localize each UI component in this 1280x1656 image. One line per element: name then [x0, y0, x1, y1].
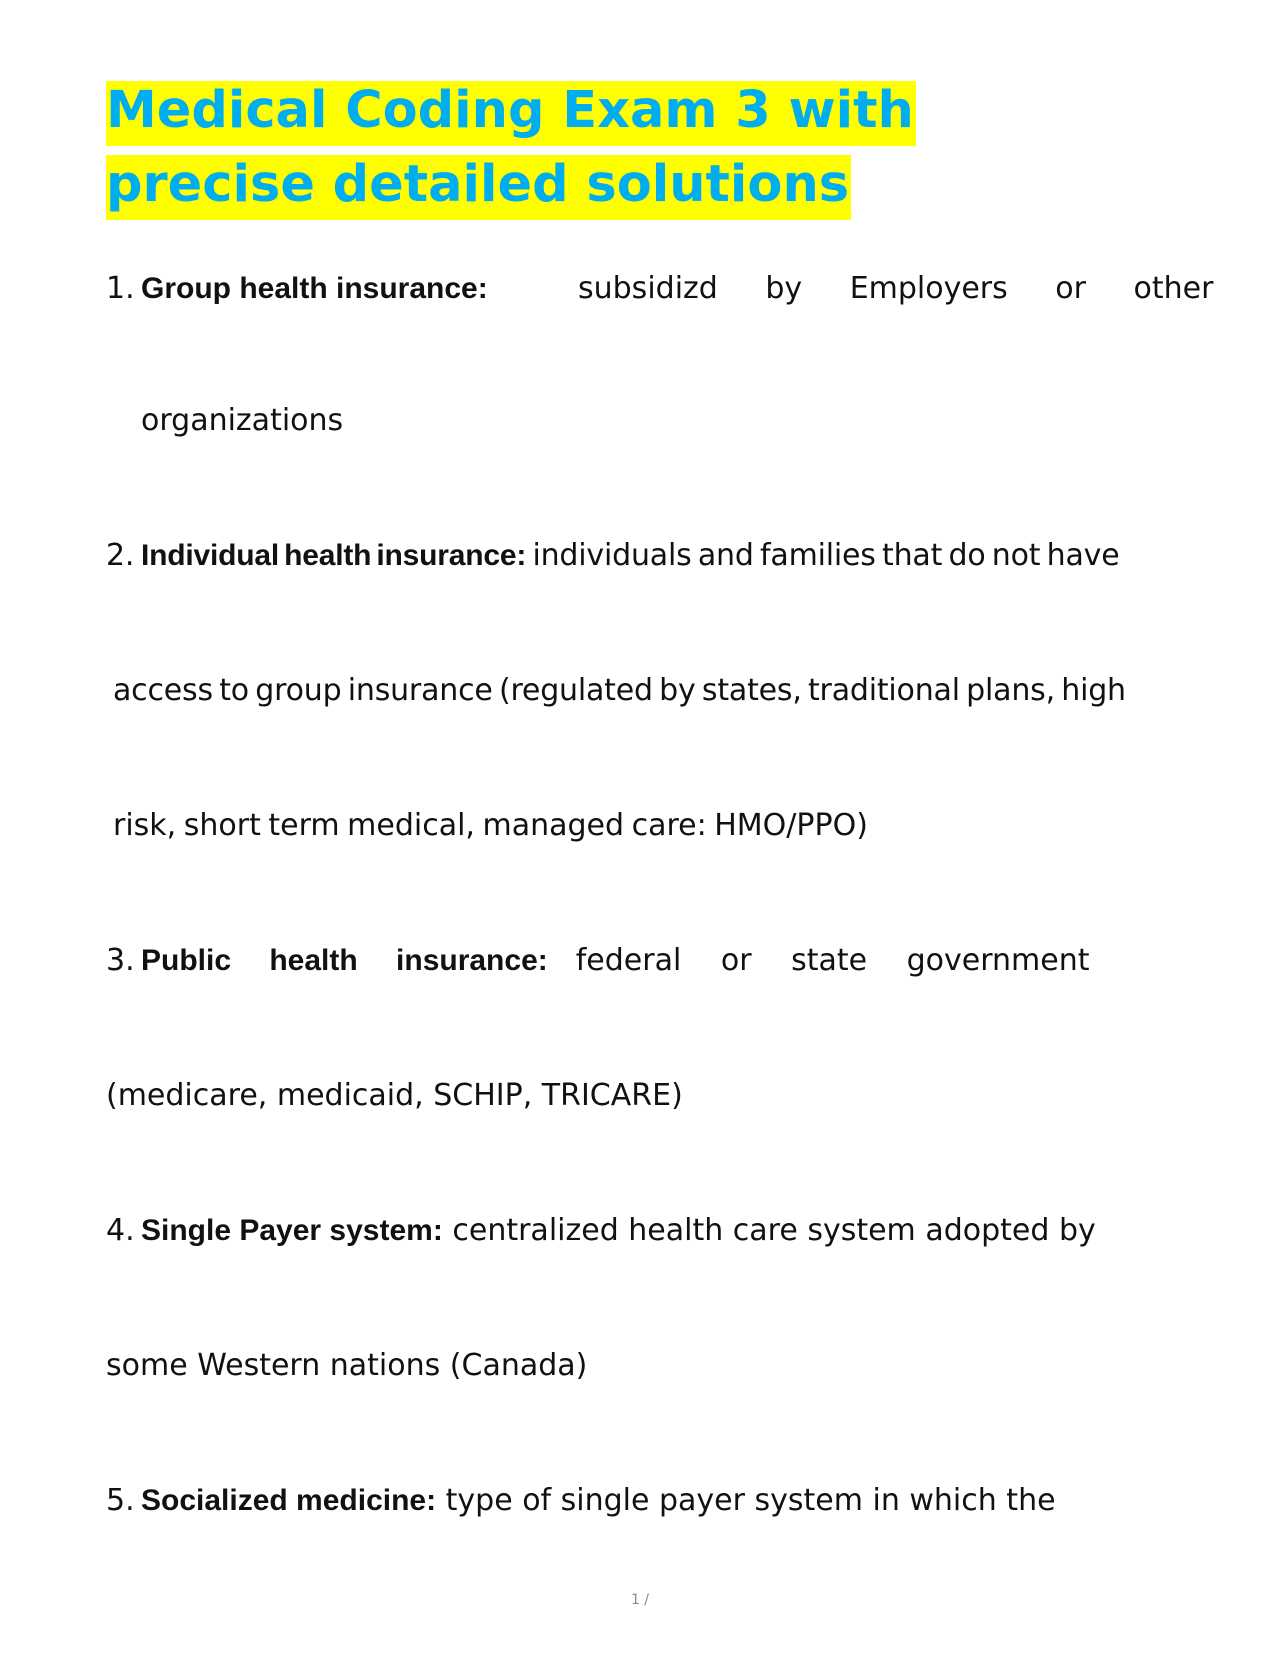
page-number: 1 / [630, 1592, 650, 1608]
list-item [106, 536, 1178, 576]
item-definition-continued: organizations [141, 403, 344, 438]
item-number: 4. [106, 1213, 135, 1248]
item-term: Group health insurance: [141, 272, 488, 305]
list-item [106, 269, 1214, 309]
item-number: 2. [106, 538, 135, 573]
item-definition-continued: some Western nations (Canada) [106, 1348, 588, 1383]
item-term: Single Payer system: [141, 1214, 443, 1247]
item-definition-continued: risk, short term medical, managed care: HMO/PPO) [113, 808, 868, 843]
item-definition-continued: access to group insurance (regulated by states, traditional plans, high [113, 673, 1126, 708]
item-definition: federal or state government [575, 943, 1090, 978]
item-number: 1. [106, 271, 135, 306]
item-number: 3. [106, 943, 135, 978]
item-definition: individuals and families that do not have [532, 538, 1120, 573]
item-term: Individual health insurance: [141, 539, 527, 572]
list-item [106, 1211, 1178, 1251]
item-term: Public health insurance: [141, 944, 548, 977]
list-item [106, 941, 1178, 981]
item-definition: subsidizd by Employers or other [578, 271, 1214, 306]
document-title: Medical Coding Exam 3 with precise detailed solutions [106, 74, 1126, 222]
list-item [106, 1481, 1178, 1521]
item-term: Socialized medicine: [141, 1484, 437, 1517]
item-definition: centralized health care system adopted by [452, 1213, 1096, 1248]
item-number: 5. [106, 1483, 135, 1518]
item-definition: type of single payer system in which the [445, 1483, 1056, 1518]
item-definition-continued: (medicare, medicaid, SCHIP, TRICARE) [106, 1078, 683, 1113]
